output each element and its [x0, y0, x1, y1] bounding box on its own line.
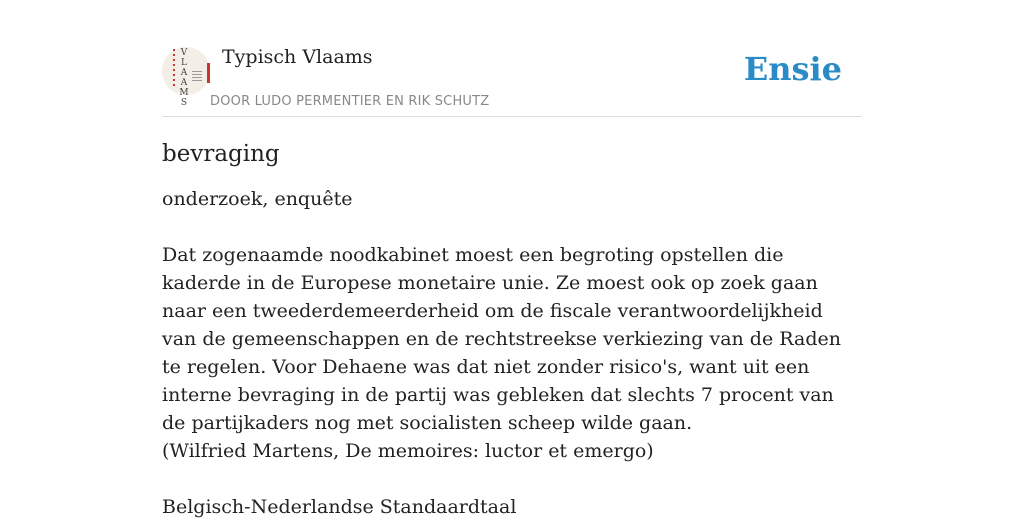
avatar-letter: A — [180, 68, 188, 78]
avatar-cover-letters — [179, 48, 189, 108]
author-avatar[interactable] — [162, 47, 210, 108]
site-header — [162, 0, 862, 117]
avatar-letter: L — [181, 58, 187, 68]
entry-content — [162, 137, 862, 521]
entry-example-source: (Wilfried Martens, De memoires: luctor et emergo) — [162, 440, 654, 462]
entry-term: bevraging — [162, 141, 280, 167]
avatar-red-edge — [207, 63, 210, 83]
avatar-text-lines — [192, 71, 202, 83]
avatar-letter: V — [180, 48, 188, 58]
entry-language: Belgisch-Nederlandse Standaardtaal — [162, 496, 517, 518]
avatar-letter: M — [179, 88, 189, 98]
entry-definition: onderzoek, enquête — [162, 188, 353, 210]
site-name-link[interactable]: Typisch Vlaams — [222, 46, 373, 68]
avatar-stripe — [173, 49, 175, 89]
author-byline: DOOR LUDO PERMENTIER EN RIK SCHUTZ — [210, 94, 490, 109]
ensie-logo-link[interactable]: Ensie — [743, 50, 842, 88]
entry-example-quote: Dat zogenaamde noodkabinet moest een begroting opstellen die kaderde in de Europese monetaire unie. Ze moest ook op zoek gaan naar een tweederdemeerderheid om de fiscale verantwoordelijkheid van de gemeenschappen en de rechtstreekse verkiezing van de Raden te regelen. Voor Dehaene was dat niet zonder risico's, want uit een interne bevraging in de partij was gebleken dat slechts 7 procent van de partijkaders nog met socialisten scheep wilde gaan. — [162, 244, 841, 434]
avatar-letter: S — [180, 98, 188, 108]
avatar-letter: A — [180, 78, 188, 88]
